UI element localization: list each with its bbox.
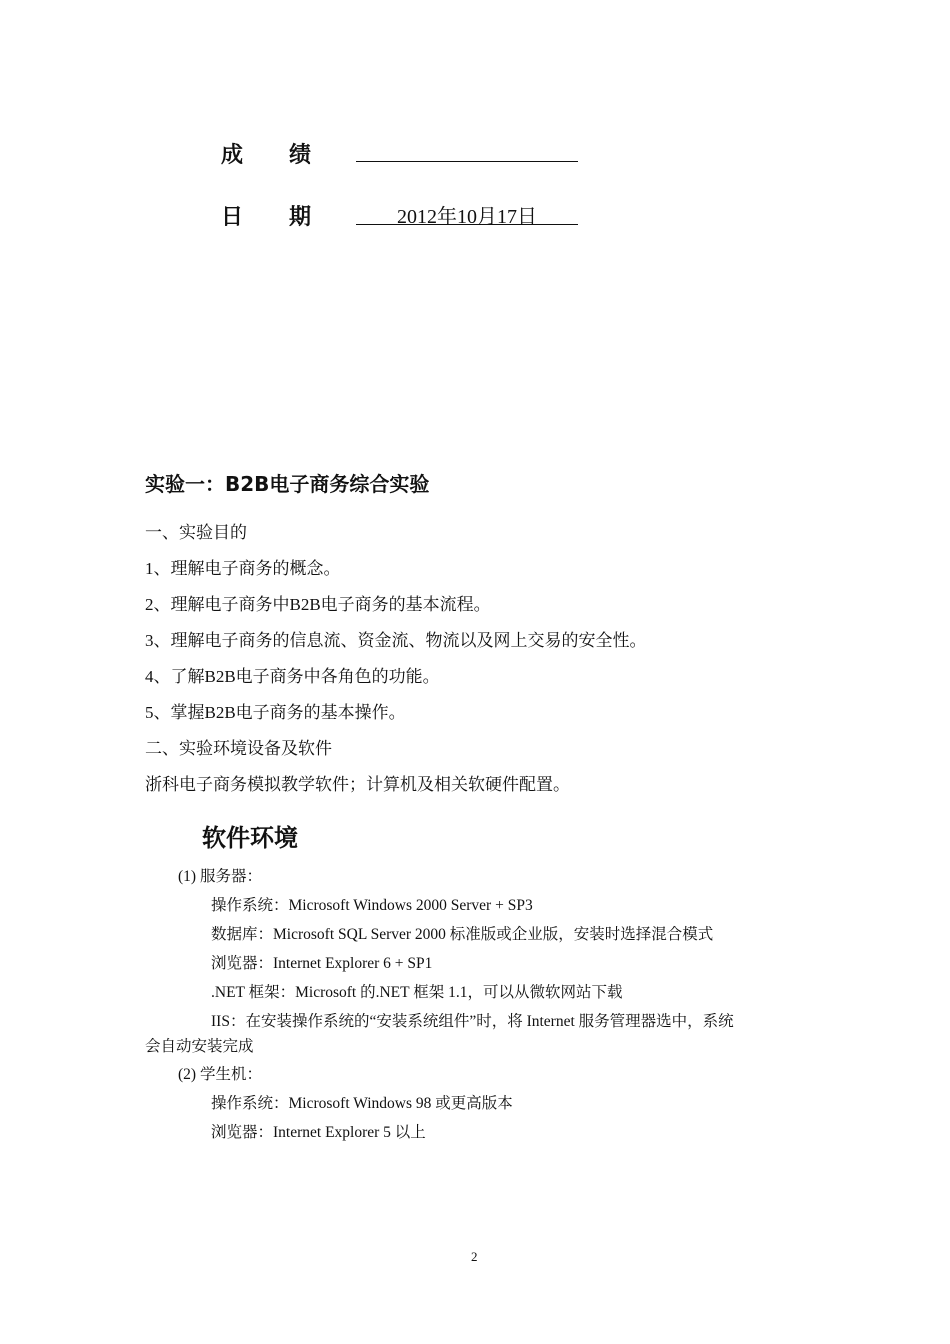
purpose-item-4: 4、了解B2B电子商务中各角色的功能。: [145, 667, 440, 686]
purpose-item-2: 2、理解电子商务中B2B电子商务的基本流程。: [145, 595, 491, 614]
env-heading: 二、实验环境设备及软件: [145, 739, 332, 758]
score-label-char-2: 绩: [289, 143, 312, 168]
server-item-dotnet: .NET 框架：Microsoft 的.NET 框架 1.1，可以从微软网站下载: [211, 984, 623, 1001]
purpose-item-3: 3、理解电子商务的信息流、资金流、物流以及网上交易的安全性。: [145, 631, 647, 650]
student-item-os: 操作系统：Microsoft Windows 98 或更高版本: [211, 1095, 513, 1112]
purpose-item-5: 5、掌握B2B电子商务的基本操作。: [145, 703, 406, 722]
date-label-char-2: 期: [289, 205, 312, 230]
server-item-iis-line-1: IIS：在安装操作系统的“安装系统组件”时，将 Internet 服务管理器选中，系统: [211, 1013, 734, 1030]
server-item-db: 数据库：Microsoft SQL Server 2000 标准版或企业版，安装时选择混合模式: [211, 926, 714, 943]
score-value-line: [356, 138, 578, 162]
student-item-browser: 浏览器：Internet Explorer 5 以上: [211, 1124, 426, 1141]
purpose-heading: 一、实验目的: [145, 523, 247, 542]
page-number: 2: [471, 1249, 478, 1264]
date-label-char-1: 日: [221, 205, 244, 230]
server-heading: (1) 服务器：: [178, 868, 262, 885]
server-item-iis-line-2: 会自动安装完成: [145, 1038, 254, 1055]
purpose-item-1: 1、理解电子商务的概念。: [145, 559, 341, 578]
server-item-os: 操作系统：Microsoft Windows 2000 Server + SP3: [211, 897, 533, 914]
software-title: 软件环境: [202, 824, 298, 852]
env-text: 浙科电子商务模拟教学软件；计算机及相关软硬件配置。: [145, 775, 570, 794]
server-item-browser: 浏览器：Internet Explorer 6 + SP1: [211, 955, 433, 972]
section-title: 实验一：B2B电子商务综合实验: [145, 472, 430, 496]
date-value: 2012年10月17日: [397, 206, 537, 228]
date-value-line: [356, 200, 578, 228]
student-heading: (2) 学生机：: [178, 1066, 262, 1083]
score-label-char-1: 成: [221, 143, 244, 168]
